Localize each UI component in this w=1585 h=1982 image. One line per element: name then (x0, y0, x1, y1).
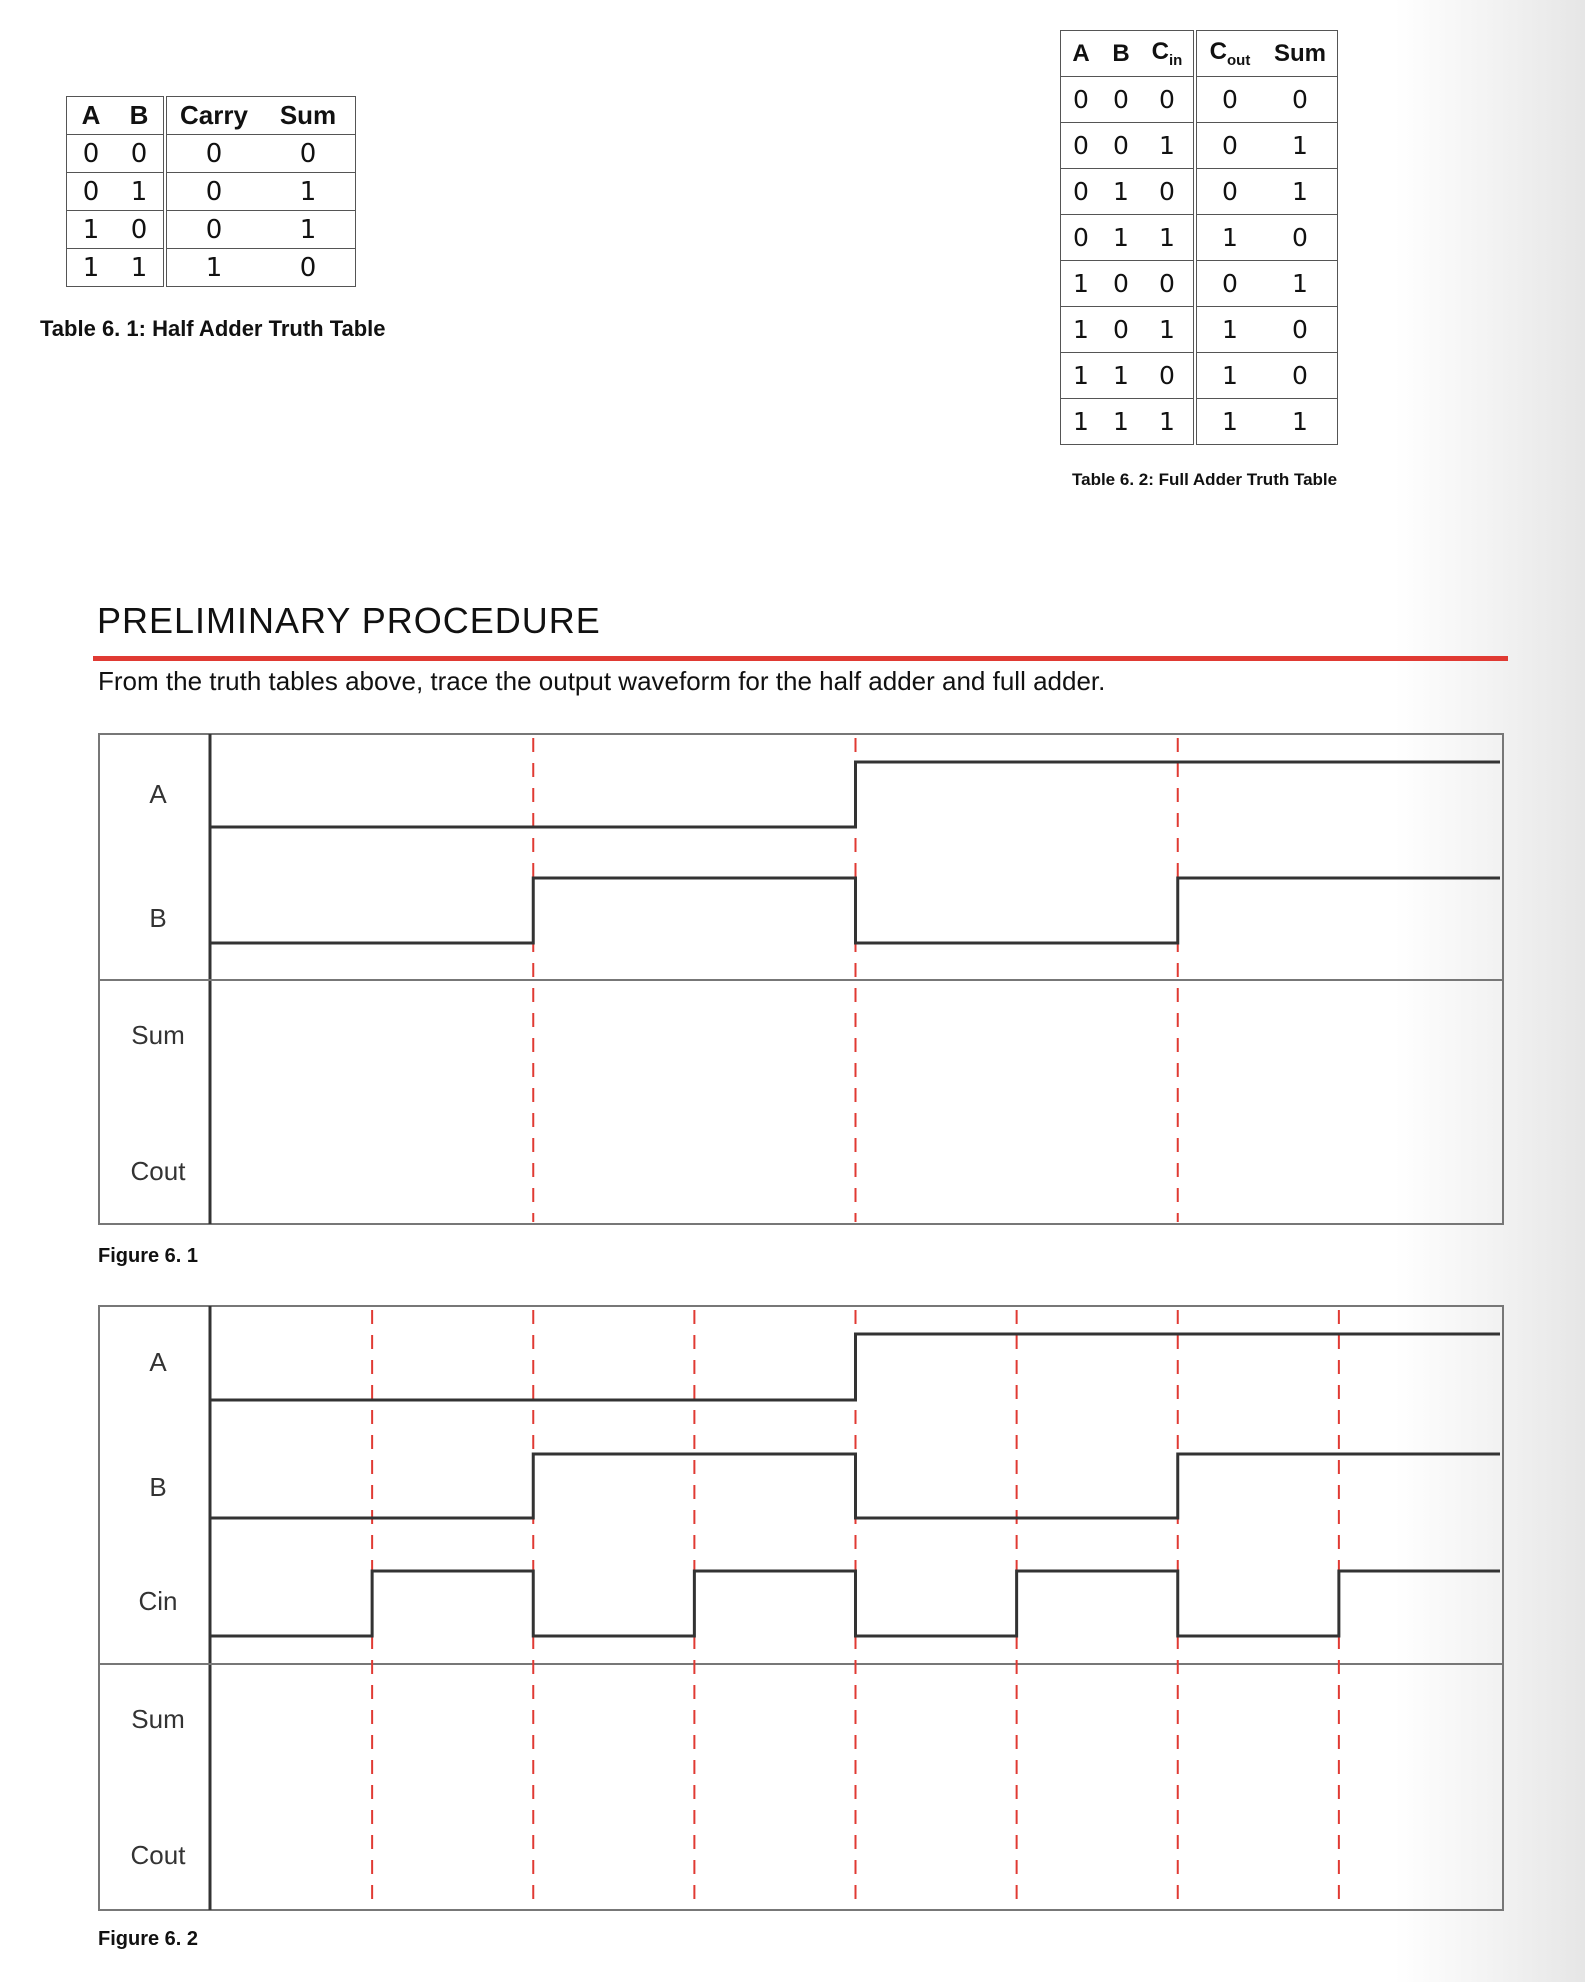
header-b: B (1101, 31, 1141, 77)
cell: 1 (1141, 399, 1195, 445)
cell: 1 (261, 211, 356, 249)
header-a: A (67, 97, 116, 135)
signal-label-b: B (149, 1472, 167, 1502)
cell: 1 (115, 249, 165, 287)
cell: 0 (115, 135, 165, 173)
cell: 0 (165, 211, 261, 249)
cell: 0 (1263, 307, 1338, 353)
cell: 0 (1141, 169, 1195, 215)
cell: 0 (165, 173, 261, 211)
cell: 1 (1101, 353, 1141, 399)
cell: 0 (1195, 169, 1263, 215)
signal-label-cout: Cout (130, 1840, 186, 1870)
cell: 0 (67, 173, 116, 211)
cell: 1 (1195, 399, 1263, 445)
cell: 1 (1263, 123, 1338, 169)
cell: 1 (1061, 261, 1102, 307)
header-b: B (115, 97, 165, 135)
figure-frame (99, 1306, 1503, 1910)
cell: 0 (67, 135, 116, 173)
cell: 0 (261, 249, 356, 287)
signal-label-cout: Cout (130, 1156, 186, 1186)
figure-6-2-caption: Figure 6. 2 (98, 1928, 199, 1950)
figure-6-1-caption: Figure 6. 1 (98, 1245, 199, 1267)
cell: 0 (1061, 123, 1102, 169)
header-carry: Carry (165, 97, 261, 135)
cell: 0 (1195, 261, 1263, 307)
signal-label-b: B (149, 903, 167, 933)
header-sum: Sum (261, 97, 356, 135)
cell: 0 (1141, 261, 1195, 307)
cell: 1 (1263, 169, 1338, 215)
signal-label-sum: Sum (131, 1020, 185, 1050)
waveform-a (211, 1334, 1500, 1400)
cell: 0 (1263, 77, 1338, 123)
cell: 1 (1141, 123, 1195, 169)
header-cin: $C_{in}$ (1141, 31, 1195, 77)
cell: 0 (1195, 123, 1263, 169)
cell: 0 (1195, 77, 1263, 123)
cell: 1 (1263, 261, 1338, 307)
cell: 1 (1195, 307, 1263, 353)
cell: 1 (261, 173, 356, 211)
cell: 1 (67, 211, 116, 249)
cell: 1 (1195, 353, 1263, 399)
cell: 0 (1101, 77, 1141, 123)
signal-label-a: A (149, 1347, 167, 1377)
half-adder-caption: Table 6. 1: Half Adder Truth Table (40, 316, 386, 341)
cell: 1 (1195, 215, 1263, 261)
cell: 0 (261, 135, 356, 173)
header-cout: $C_{out}$ (1195, 31, 1263, 77)
cell: 0 (1141, 353, 1195, 399)
header-sum: Sum (1263, 31, 1338, 77)
waveforms (211, 1334, 1500, 1636)
cell: 1 (1141, 307, 1195, 353)
cell: 1 (165, 249, 261, 287)
cell: 0 (1263, 215, 1338, 261)
cell: 0 (1101, 123, 1141, 169)
cell: 1 (1101, 399, 1141, 445)
cell: 1 (115, 173, 165, 211)
section-title: PRELIMINARY PROCEDURE (97, 600, 601, 641)
signal-label-cin: Cin (138, 1586, 178, 1616)
signal-label-sum: Sum (131, 1704, 185, 1734)
signal-label-a: A (149, 779, 167, 809)
cell: 0 (1061, 215, 1102, 261)
cell: 0 (1101, 261, 1141, 307)
waveform-b (211, 1454, 1500, 1518)
cell: 0 (1263, 353, 1338, 399)
cell: 0 (1101, 307, 1141, 353)
cell: 1 (1101, 215, 1141, 261)
waveform-cin (211, 1571, 1500, 1636)
cell: 0 (115, 211, 165, 249)
cell: 1 (1061, 353, 1102, 399)
cell: 0 (1061, 169, 1102, 215)
cell: 0 (165, 135, 261, 173)
cell: 1 (1101, 169, 1141, 215)
cell: 0 (1061, 77, 1102, 123)
cell: 1 (1263, 399, 1338, 445)
cell: 1 (1061, 399, 1102, 445)
cell: 1 (1141, 215, 1195, 261)
cell: 1 (67, 249, 116, 287)
cell: 1 (1061, 307, 1102, 353)
full-adder-caption: Table 6. 2: Full Adder Truth Table (1072, 470, 1338, 489)
cell: 0 (1141, 77, 1195, 123)
instruction-text: From the truth tables above, trace the output waveform for the half adder and full adder. (98, 666, 1106, 696)
header-a: A (1061, 31, 1102, 77)
